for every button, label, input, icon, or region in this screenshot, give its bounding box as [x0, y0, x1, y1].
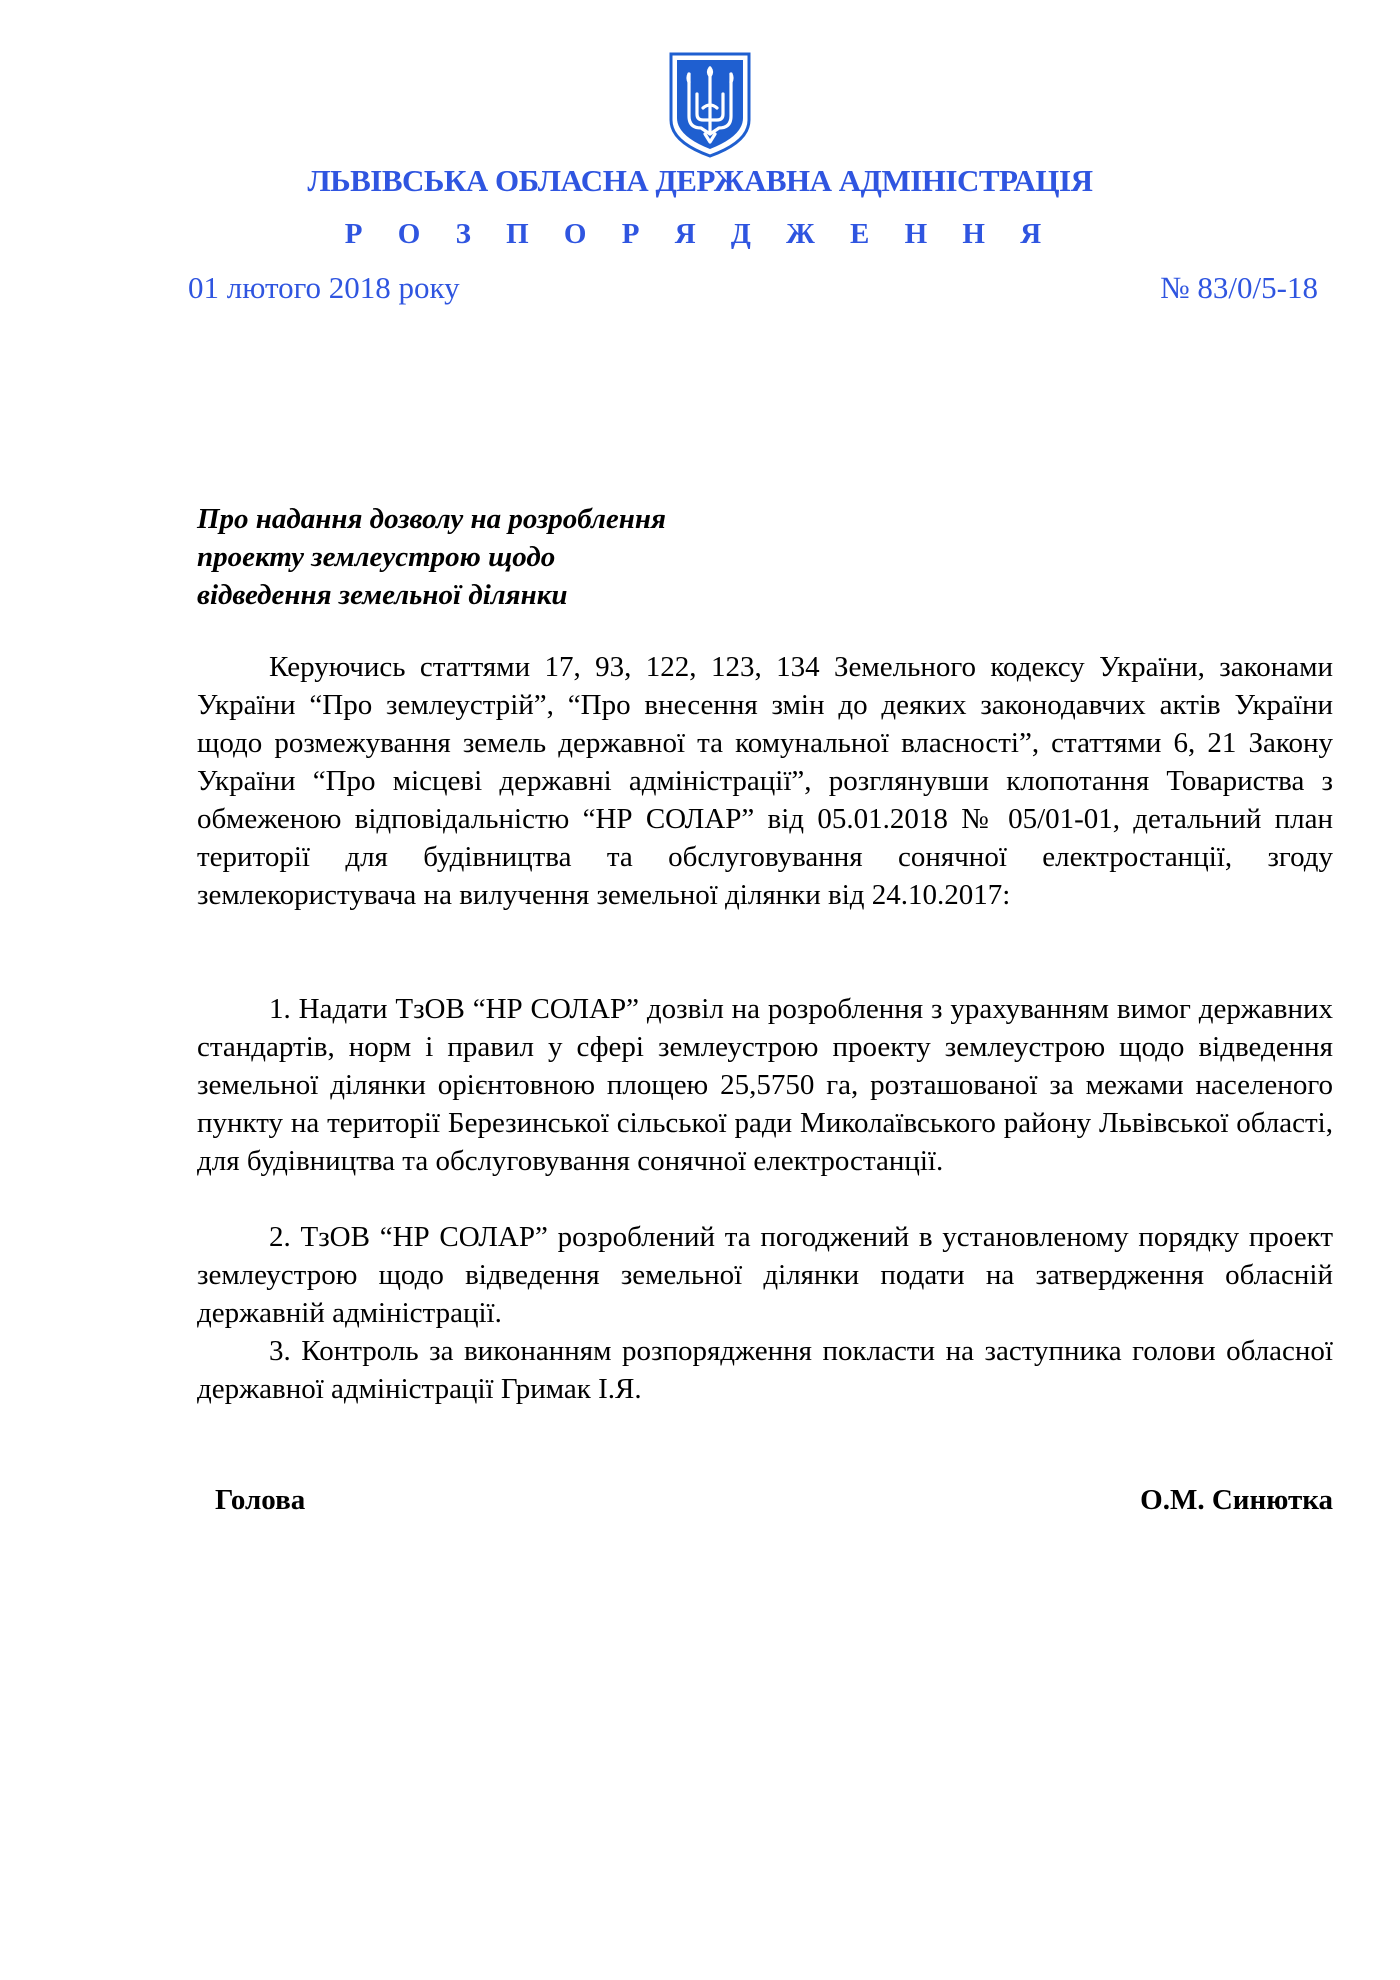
subject-line: відведення земельної ділянки: [197, 579, 568, 611]
order-item-text: 1. Надати ТзОВ “НР СОЛАР” дозвіл на розроблення з урахуванням вимог державних стандартів, норм і правил у сфері землеустрою проекту землеустрою щодо відведення земельної ділянки орієнтовною площею 25,5750 га, розташованої за межами населеного пункту на території Березинської сільської ради Миколаївського району Львівської області, для будівництва та обслуговування сонячної електростанції.: [197, 993, 1333, 1177]
preamble-paragraph: [197, 648, 1333, 914]
organization-name: ЛЬВІВСЬКА ОБЛАСНА ДЕРЖАВНА АДМІНІСТРАЦІЯ: [307, 163, 1093, 198]
order-item-3: [197, 1332, 1333, 1408]
order-item-text: 3. Контроль за виконанням розпорядження покласти на заступника голови обласної державної адміністрації Гримак І.Я.: [197, 1335, 1333, 1405]
order-item-1: [197, 990, 1333, 1180]
trident-emblem-icon: [667, 50, 753, 160]
document-date: 01 лютого 2018 року: [188, 270, 460, 305]
subject-line: Про надання дозволу на розроблення: [197, 503, 666, 535]
signatory-position: Голова: [215, 1484, 306, 1516]
preamble-text: Керуючись статтями 17, 93, 122, 123, 134 Земельного кодексу України, законами України “Про землеустрій”, “Про внесення змін до деяких законодавчих актів України щодо розмежування земель державної та комунальної власності”, статтями 6, 21 Закону України “Про місцеві державні адміністрації”, розглянувши клопотання Товариства з обмеженою відповідальністю “НР СОЛАР” від 05.01.2018 № 05/01-01, детальний план території для будівництва та обслуговування сонячної електростанції, згоду землекористувача на вилучення земельної ділянки від 24.10.2017:: [197, 651, 1333, 911]
subject-line: проекту землеустрою щодо: [197, 541, 556, 573]
document-subject: [197, 500, 666, 614]
document-type: Р О З П О Р Я Д Ж Е Н Н Я: [344, 218, 1056, 250]
document-number: № 83/0/5-18: [1160, 270, 1318, 305]
order-item-text: 2. ТзОВ “НР СОЛАР” розроблений та погоджений в установленому порядку проект землеустрою щодо відведення земельної ділянки подати на затвердження обласній державній адміністрації.: [197, 1221, 1333, 1329]
signatory-name: О.М. Синютка: [1140, 1484, 1333, 1516]
order-item-2: [197, 1218, 1333, 1332]
